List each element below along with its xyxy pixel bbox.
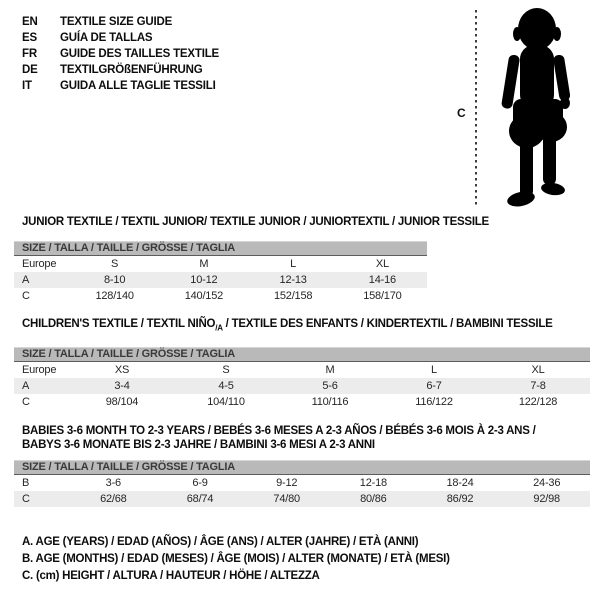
table-row	[14, 272, 427, 288]
table-title	[22, 317, 590, 335]
table-cell: 158/170	[363, 290, 402, 302]
table-cell: 12-18	[359, 477, 387, 489]
table-cell: 86/92	[446, 493, 474, 505]
table-cell: 110/116	[311, 396, 349, 409]
language-title: TEXTILGRÖßENFÜHRUNG	[60, 64, 203, 76]
table-cell: 5-6	[322, 380, 338, 393]
table-cell: M	[325, 364, 335, 377]
table-cell: 14-16	[368, 274, 396, 286]
language-code: EN	[22, 16, 38, 28]
table-row	[14, 362, 590, 378]
table-cell: 24-36	[533, 477, 561, 489]
footnote-line: B. AGE (MONTHS) / EDAD (MESES) / ÂGE (MOIS) / ALTER (MONATE) / ETÀ (MESI)	[22, 553, 450, 565]
table-title-line: JUNIOR TEXTILE / TEXTIL JUNIOR/ TEXTILE JUNIOR / JUNIORTEXTIL / JUNIOR TESSILE	[22, 216, 489, 228]
table-cell: 74/80	[273, 493, 300, 505]
table-cell: 6-9	[192, 477, 208, 489]
row-label: C	[22, 396, 30, 409]
table-cell: 116/122	[415, 396, 453, 409]
row-label: Europe	[22, 364, 57, 377]
table-cell: 8-10	[104, 274, 126, 286]
height-measure-label: C	[457, 106, 466, 120]
table-cell: 18-24	[446, 477, 474, 489]
size-table-section	[14, 424, 590, 507]
table-cell: 122/128	[518, 396, 558, 409]
footnote-line: C. (cm) HEIGHT / ALTURA / HAUTEUR / HÖHE / ALTEZZA	[22, 570, 320, 582]
table-title-line: BABIES 3-6 MONTH TO 2-3 YEARS / BEBÉS 3-6 MESES A 2-3 AÑOS / BÉBÉS 3-6 MOIS À 2-3 ANS /	[22, 425, 536, 437]
language-row	[22, 46, 219, 62]
row-label: A	[22, 380, 30, 393]
table-row	[14, 491, 590, 507]
table-row	[14, 288, 427, 304]
table-title-text: CHILDREN'S TEXTILE / TEXTIL NIÑO	[22, 318, 216, 330]
row-label: B	[22, 477, 30, 489]
size-table	[14, 241, 427, 304]
table-cell: 12-13	[279, 274, 307, 286]
table-title-line: BABYS 3-6 MONATE BIS 2-3 JAHRE / BAMBINI 3-6 MESI A 2-3 ANNI	[22, 439, 375, 451]
table-title	[22, 424, 590, 452]
table-cell: XL	[531, 364, 545, 377]
table-cell: S	[222, 364, 230, 377]
footnote-line: A. AGE (YEARS) / EDAD (AÑOS) / ÂGE (ANS) / ALTER (JAHRE) / ETÀ (ANNI)	[22, 536, 419, 548]
footnotes	[22, 534, 450, 585]
baby-silhouette	[487, 5, 587, 211]
language-row	[22, 62, 219, 78]
row-label: C	[22, 290, 30, 302]
table-cell: 104/110	[207, 396, 245, 409]
table-cell: L	[290, 258, 297, 270]
table-cell: 98/104	[105, 396, 139, 409]
language-code: FR	[22, 48, 37, 60]
size-table	[14, 347, 590, 410]
table-cell: 3-4	[114, 380, 130, 393]
size-table-section	[14, 215, 489, 304]
table-cell: L	[431, 364, 437, 377]
language-title-list	[22, 14, 219, 94]
table-cell: 6-7	[426, 380, 442, 393]
language-title: GUIDE DES TAILLES TEXTILE	[60, 48, 219, 60]
size-table	[14, 460, 590, 507]
table-cell: 68/74	[186, 493, 214, 505]
table-row	[14, 378, 590, 394]
size-header-bar: SIZE / TALLA / TAILLE / GRÖSSE / TAGLIA	[14, 460, 590, 475]
table-title-subscript: /A	[215, 323, 223, 333]
table-cell: 92/98	[533, 493, 560, 505]
table-cell: 152/158	[273, 290, 313, 302]
table-cell: XS	[114, 364, 130, 377]
table-row	[14, 256, 427, 272]
table-cell: 4-5	[218, 380, 234, 393]
table-cell: 80/86	[360, 493, 387, 505]
table-cell: 3-6	[105, 477, 121, 489]
table-cell: 9-12	[276, 477, 298, 489]
table-cell: XL	[375, 258, 389, 270]
table-cell: 140/152	[184, 290, 224, 302]
table-title-text: / TEXTILE DES ENFANTS / KINDERTEXTIL / BAMBINI TESSILE	[222, 318, 553, 330]
language-title: GUÍA DE TALLAS	[60, 32, 153, 44]
table-cell: 128/140	[95, 290, 134, 302]
table-cell: S	[111, 258, 119, 270]
size-header-bar: SIZE / TALLA / TAILLE / GRÖSSE / TAGLIA	[14, 347, 590, 362]
table-row	[14, 394, 590, 410]
row-label: Europe	[22, 258, 57, 270]
table-row	[14, 475, 590, 491]
language-code: DE	[22, 64, 38, 76]
table-cell: 7-8	[530, 380, 546, 393]
language-code: ES	[22, 32, 37, 44]
language-row	[22, 30, 219, 46]
height-dotted-line	[475, 10, 477, 206]
table-cell: 10-12	[190, 274, 218, 286]
size-table-section	[14, 317, 590, 410]
row-label: C	[22, 493, 30, 505]
language-title: GUIDA ALLE TAGLIE TESSILI	[60, 80, 216, 92]
table-title	[22, 215, 489, 229]
language-row	[22, 78, 219, 94]
language-title: TEXTILE SIZE GUIDE	[60, 16, 173, 28]
size-header-bar: SIZE / TALLA / TAILLE / GRÖSSE / TAGLIA	[14, 241, 427, 256]
table-cell: M	[199, 258, 209, 270]
language-row	[22, 14, 219, 30]
language-code: IT	[22, 80, 32, 92]
table-cell: 62/68	[100, 493, 127, 505]
row-label: A	[22, 274, 30, 286]
